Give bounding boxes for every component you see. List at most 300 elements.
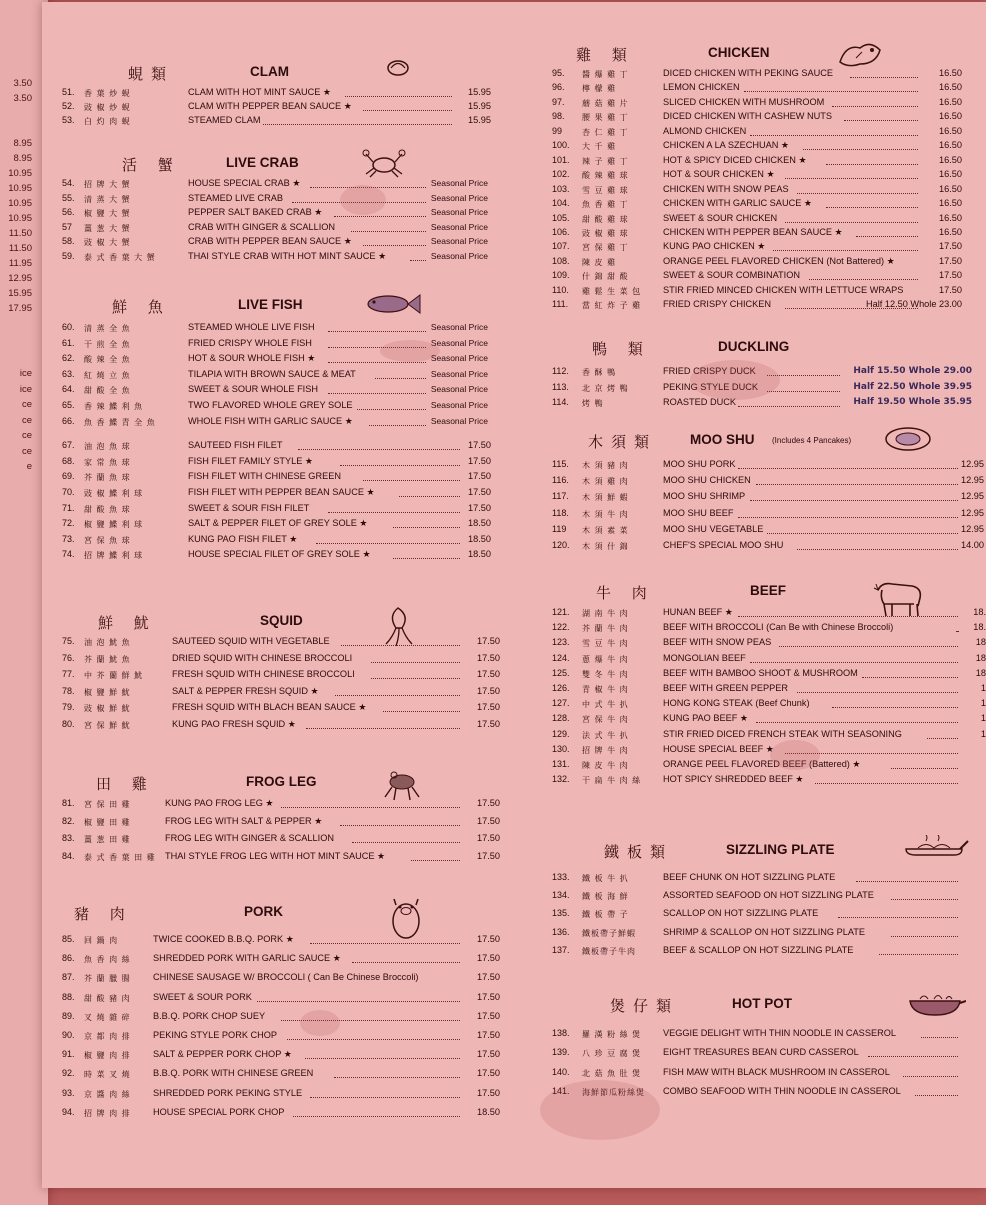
- leader-dots: [809, 279, 918, 280]
- item-number: 71.: [62, 502, 75, 513]
- item-price: 18.: [973, 622, 986, 633]
- item-name-chinese: 酸 辣 雞 球: [582, 171, 629, 181]
- item-number: 60.: [62, 322, 75, 332]
- item-price: 17.50: [477, 850, 500, 861]
- item-name-chinese: 木 須 雞 肉: [582, 477, 629, 487]
- menu-item[interactable]: [0, 653, 986, 669]
- item-price: 18.50: [468, 549, 491, 560]
- item-price: 17.50: [477, 1068, 500, 1079]
- item-name: HOT SPICY SHREDDED BEEF ★: [663, 774, 804, 785]
- left-page-price: 3.50: [13, 93, 32, 104]
- item-number: 51.: [62, 87, 75, 97]
- item-name-chinese: 薑 葱 田 雞: [84, 835, 131, 844]
- item-number: 133.: [552, 872, 570, 882]
- left-page-price: ce: [21, 430, 32, 441]
- item-number: 64.: [62, 384, 75, 395]
- section-title: DUCKLING: [718, 339, 790, 354]
- item-number: 100.: [552, 140, 570, 151]
- leader-dots: [815, 783, 959, 784]
- section-title-chinese: 雞 類: [576, 46, 635, 64]
- item-price: 15.95: [468, 101, 491, 111]
- item-name: FRESH SQUID WITH CHINESE BROCCOLI: [172, 669, 355, 680]
- left-page-price: 15.95: [8, 288, 32, 299]
- menu-item[interactable]: [0, 416, 986, 432]
- item-price: 17.50: [477, 685, 500, 696]
- left-page-price: 10.95: [8, 183, 32, 194]
- item-price: 18.50: [468, 518, 491, 529]
- item-number: 98.: [552, 111, 565, 122]
- menu-item[interactable]: [0, 698, 986, 714]
- leader-dots: [856, 881, 958, 882]
- item-name: PEKING STYLE PORK CHOP: [153, 1030, 278, 1040]
- item-number: 59.: [62, 250, 75, 261]
- item-name-chinese: 北 京 烤 鴨: [582, 383, 629, 393]
- paper-stain: [300, 1010, 340, 1036]
- item-price: 17.50: [477, 972, 500, 983]
- menu-item[interactable]: [0, 668, 986, 684]
- menu-item[interactable]: [0, 972, 986, 988]
- item-name-chinese: 白 灼 肉 蜆: [84, 117, 131, 126]
- item-name-chinese: 芥 蘭 臘 腸: [84, 974, 131, 984]
- item-number: 116.: [552, 475, 569, 486]
- item-price: 17.50: [477, 702, 500, 713]
- item-number: 141.: [552, 1085, 570, 1096]
- item-name: CHINESE SAUSAGE W/ BROCCOLI ( Can Be Chinese Broccoli): [153, 972, 419, 983]
- item-name: DICED CHICKEN WITH CASHEW NUTS: [663, 111, 832, 122]
- item-name-chinese: 甜 酸 雞 球: [582, 214, 629, 224]
- item-price: 18.50: [477, 1106, 500, 1117]
- left-page-price: 11.95: [8, 258, 32, 269]
- leader-dots: [826, 164, 918, 165]
- menu-item[interactable]: [0, 491, 986, 507]
- item-price: Seasonal Price: [430, 415, 488, 426]
- item-name: CHEF'S SPECIAL MOO SHU: [663, 540, 784, 550]
- item-name-chinese: 泰 式 香 葉 田 雞: [84, 852, 156, 862]
- menu-item[interactable]: [0, 637, 986, 653]
- item-name-chinese: 木 須 什 錦: [582, 542, 629, 551]
- menu-item[interactable]: [0, 744, 986, 760]
- item-name-chinese: 椒 鹽 鰈 利 球: [84, 520, 144, 530]
- menu-item[interactable]: [0, 729, 986, 745]
- item-name: SALT & PEPPER FRESH SQUID ★: [172, 685, 319, 696]
- item-number: 120.: [552, 540, 570, 550]
- item-name: TWO FLAVORED WHOLE GREY SOLE: [188, 400, 353, 410]
- item-name: ROASTED DUCK: [663, 397, 736, 407]
- item-number: 55.: [62, 192, 75, 203]
- item-price: Seasonal Price: [430, 192, 488, 203]
- section-title-chinese: 活 蟹: [122, 156, 181, 174]
- leader-dots: [868, 1056, 958, 1057]
- item-name: HOUSE SPECIAL CRAB ★: [188, 178, 301, 188]
- item-price: 17.50: [477, 652, 500, 663]
- item-name: STIR FRIED DICED FRENCH STEAK WITH SEASONING: [663, 728, 902, 739]
- leader-dots: [750, 500, 958, 501]
- leader-dots: [750, 135, 918, 136]
- item-number: 114.: [552, 397, 569, 407]
- item-price: Seasonal Price: [430, 221, 488, 232]
- item-name-chinese: 木 須 豬 肉: [582, 461, 629, 470]
- item-number: 106.: [552, 226, 570, 237]
- item-name: KUNG PAO BEEF ★: [663, 713, 749, 724]
- item-price: Half 12.50 Whole 23.00: [865, 299, 962, 310]
- item-number: 105.: [552, 212, 570, 223]
- item-name: SALT & PEPPER FILET OF GREY SOLE ★: [188, 518, 368, 529]
- plate-icon: [884, 425, 932, 457]
- item-number: 87.: [62, 972, 75, 983]
- section-subtitle: (Includes 4 Pancakes): [772, 436, 852, 445]
- item-price: 12.95: [961, 507, 984, 518]
- item-number: 128.: [552, 713, 570, 724]
- leader-dots: [921, 1037, 958, 1038]
- item-name-chinese: 北 菇 魚 肚 煲: [582, 1068, 642, 1078]
- menu-item[interactable]: [0, 798, 986, 814]
- item-name: FISH FILET WITH CHINESE GREEN: [188, 471, 341, 482]
- item-name-chinese: 宮 保 鮮 魷: [84, 721, 131, 730]
- item-number: 83.: [62, 833, 75, 843]
- item-name: FRIED CRISPY DUCK: [663, 366, 756, 376]
- item-name: COMBO SEAFOOD WITH THIN NOODLE IN CASSEROL: [663, 1085, 901, 1096]
- item-number: 80.: [62, 719, 75, 729]
- item-name-chinese: 木 須 素 菜: [582, 525, 629, 535]
- item-price: Seasonal Price: [430, 207, 488, 217]
- item-name: FRESH SQUID WITH BLACH BEAN SAUCE ★: [172, 702, 367, 713]
- item-price: Seasonal Price: [430, 368, 488, 379]
- menu-item[interactable]: [0, 540, 986, 556]
- item-name-chinese: 清 蒸 大 蟹: [84, 194, 131, 204]
- item-number: 123.: [552, 637, 570, 648]
- hot-pot-icon: [904, 989, 966, 1021]
- left-page-price: 10.95: [8, 213, 32, 224]
- item-price: Seasonal Price: [430, 250, 488, 261]
- item-name-chinese: 鐵板帶子牛肉: [582, 946, 636, 956]
- item-name: HONG KONG STEAK (Beef Chunk): [663, 698, 810, 709]
- item-price: 17.50: [477, 934, 500, 944]
- item-number: 102.: [552, 169, 570, 180]
- item-name-chinese: 泰 式 香 葉 大 蟹: [84, 252, 156, 262]
- item-price: 17.50: [468, 455, 491, 466]
- item-price: 14.00: [961, 540, 984, 550]
- handwritten-price: Half 15.50 Whole 29.00: [853, 366, 972, 376]
- paper-stain: [340, 185, 386, 215]
- leader-dots: [891, 768, 958, 769]
- item-number: 109.: [552, 270, 570, 281]
- item-number: 79.: [62, 702, 75, 713]
- item-number: 134.: [552, 890, 570, 901]
- item-name: THAI STYLE CRAB WITH HOT MINT SAUCE ★: [188, 250, 387, 261]
- menu-item[interactable]: [0, 508, 986, 524]
- item-name: FISH FILET FAMILY STYLE ★: [188, 455, 314, 466]
- item-name-chinese: 大 千 雞: [582, 142, 617, 152]
- item-name: CRAB WITH PEPPER BEAN SAUCE ★: [188, 236, 352, 246]
- handwritten-price: Half 19.50 Whole 35.95: [853, 397, 972, 407]
- leader-dots: [738, 616, 958, 617]
- item-number: 90.: [62, 1030, 75, 1040]
- item-name-chinese: 招 牌 大 蟹: [84, 180, 131, 189]
- item-name-chinese: 紅 燒 立 魚: [84, 370, 131, 380]
- item-name: TILAPIA WITH BROWN SAUCE & MEAT: [188, 368, 356, 379]
- item-name: ALMOND CHICKEN: [663, 125, 747, 136]
- item-name: SHRIMP & SCALLOP ON HOT SIZZLING PLATE: [663, 926, 866, 937]
- leader-dots: [785, 178, 918, 179]
- leader-dots: [369, 425, 426, 426]
- item-name-chinese: 宮 保 魚 球: [84, 535, 131, 545]
- item-name: CHICKEN WITH SNOW PEAS: [663, 183, 789, 194]
- menu-item[interactable]: [0, 524, 986, 540]
- leader-dots: [744, 91, 918, 92]
- section-title: SQUID: [260, 613, 303, 628]
- item-name: MOO SHU PORK: [663, 459, 736, 469]
- item-name: VEGGIE DELIGHT WITH THIN NOODLE IN CASSEROL: [663, 1028, 896, 1038]
- menu-item[interactable]: [0, 322, 986, 338]
- item-number: 110.: [552, 284, 569, 295]
- item-name: TWICE COOKED B.B.Q. PORK ★: [153, 934, 294, 944]
- menu-item[interactable]: [0, 759, 986, 775]
- menu-item[interactable]: [0, 366, 986, 382]
- item-price: 17.50: [477, 991, 500, 1002]
- leader-dots: [756, 484, 959, 485]
- menu-item[interactable]: [0, 459, 986, 475]
- item-number: 115.: [552, 459, 569, 469]
- item-name: FISH MAW WITH BLACK MUSHROOM IN CASSEROL: [663, 1066, 890, 1077]
- item-number: 140.: [552, 1066, 570, 1077]
- section-title-chinese: 木須類: [588, 433, 658, 451]
- section-title-chinese: 煲仔類: [610, 997, 680, 1015]
- leader-dots: [773, 250, 918, 251]
- section-header-hot-pot: [0, 995, 986, 1021]
- item-name: CLAM WITH PEPPER BEAN SAUCE ★: [188, 101, 352, 111]
- section-header-chicken: [0, 44, 986, 70]
- item-name-chinese: 什 錦 甜 酸: [582, 272, 629, 282]
- item-name-chinese: 芥 蘭 魷 魚: [84, 654, 131, 664]
- item-name-chinese: 宮 保 牛 肉: [582, 715, 629, 725]
- menu-item[interactable]: [0, 1107, 986, 1123]
- item-name: DICED CHICKEN WITH PEKING SAUCE: [663, 68, 833, 78]
- item-name: HOT & SPICY DICED CHICKEN ★: [663, 154, 807, 165]
- item-number: 107.: [552, 241, 570, 252]
- leader-dots: [879, 954, 958, 955]
- menu-item[interactable]: [0, 622, 986, 638]
- item-price: 17.50: [477, 669, 500, 680]
- menu-item[interactable]: [0, 475, 986, 491]
- item-name: BEEF WITH BROCCOLI (Can Be with Chinese Broccoli): [663, 622, 894, 633]
- item-name: SWEET & SOUR PORK: [153, 991, 252, 1002]
- handwritten-price: Half 22.50 Whole 39.95: [853, 381, 972, 392]
- item-name: SLICED CHICKEN WITH MUSHROOM: [663, 96, 825, 107]
- menu-item[interactable]: [0, 397, 986, 413]
- left-page-price: 17.95: [8, 303, 32, 314]
- menu-item[interactable]: [0, 872, 986, 888]
- item-price: 18.50: [468, 533, 491, 544]
- item-name: FRIED CRISPY CHICKEN: [663, 299, 772, 310]
- menu-item[interactable]: [0, 713, 986, 729]
- item-name-chinese: 椒 鹽 鮮 魷: [84, 687, 131, 697]
- leader-dots: [797, 692, 958, 693]
- leader-dots: [891, 936, 958, 937]
- section-title: LIVE FISH: [238, 297, 303, 312]
- item-number: 136.: [552, 926, 570, 937]
- item-price: 16.50: [939, 226, 962, 237]
- item-price: 16.50: [939, 111, 962, 122]
- item-name: KUNG PAO FROG LEG ★: [165, 798, 274, 808]
- leader-dots: [738, 517, 958, 518]
- menu-item[interactable]: [0, 890, 986, 906]
- item-number: 99: [552, 125, 563, 136]
- item-number: 127.: [552, 698, 570, 709]
- item-name-chinese: 木 須 鮮 蝦: [582, 493, 629, 503]
- item-name: MOO SHU SHRIMP: [663, 491, 746, 502]
- menu-item[interactable]: [0, 774, 986, 790]
- item-price: Seasonal Price: [430, 178, 488, 188]
- menu-item[interactable]: [0, 299, 986, 315]
- left-page-price: 10.95: [8, 198, 32, 209]
- item-name-chinese: 魚 香 雞 丁: [582, 200, 629, 210]
- menu-item[interactable]: [0, 944, 986, 964]
- item-name: HUNAN BEEF ★: [663, 607, 734, 617]
- item-number: 53.: [62, 115, 75, 125]
- item-name: STEAMED WHOLE LIVE FISH: [188, 322, 315, 332]
- item-name-chinese: 宮 保 田 雞: [84, 800, 131, 809]
- item-number: 92.: [62, 1068, 75, 1079]
- item-price: 17.50: [939, 284, 962, 295]
- item-number: 65.: [62, 400, 75, 410]
- section-title: CLAM: [250, 64, 289, 79]
- item-price: 1: [980, 728, 986, 739]
- section-title-chinese: 鮮 魚: [112, 298, 171, 316]
- leader-dots: [891, 899, 958, 900]
- item-name-chinese: 芥 蘭 牛 肉: [582, 624, 629, 634]
- item-name: SAUTEED SQUID WITH VEGETABLE: [172, 636, 330, 646]
- item-number: 111.: [552, 299, 569, 310]
- paper-stain: [540, 1080, 660, 1140]
- paper-stain: [690, 360, 780, 400]
- item-name-chinese: 香 酥 鴨: [582, 368, 617, 377]
- item-name: KUNG PAO FISH FILET ★: [188, 533, 298, 544]
- item-number: 131.: [552, 759, 570, 769]
- item-name-chinese: 干 煎 全 魚: [84, 339, 131, 349]
- menu-item[interactable]: [0, 683, 986, 699]
- leader-dots: [767, 391, 840, 392]
- menu-item[interactable]: [0, 607, 986, 623]
- item-number: 103.: [552, 183, 570, 194]
- item-price: 16.50: [939, 96, 962, 107]
- section-title-chinese: 鐵板類: [604, 843, 674, 861]
- item-price: 17.50: [468, 487, 491, 497]
- item-price: 12.95: [961, 475, 984, 486]
- left-page-price: 8.95: [13, 153, 32, 164]
- item-name-chinese: 雙 冬 牛 肉: [582, 669, 629, 679]
- menu-item[interactable]: [0, 1067, 986, 1083]
- item-name-chinese: 羅 漢 粉 絲 煲: [582, 1030, 642, 1039]
- item-price: 1: [980, 713, 986, 724]
- paper-stain: [770, 740, 820, 770]
- item-name-chinese: 魚 香 肉 絲: [84, 955, 131, 965]
- leader-dots: [797, 549, 958, 550]
- leader-dots: [838, 917, 958, 918]
- leader-dots: [340, 825, 460, 826]
- leader-dots: [862, 677, 958, 678]
- item-name: LEMON CHICKEN: [663, 82, 740, 93]
- item-number: 117.: [552, 491, 569, 502]
- leader-dots: [738, 406, 840, 407]
- item-price: 12.95: [961, 491, 984, 502]
- item-number: 89.: [62, 1010, 75, 1021]
- item-name: CHICKEN WITH GARLIC SAUCE ★: [663, 198, 813, 209]
- menu-item[interactable]: [0, 382, 986, 398]
- item-number: 96.: [552, 82, 565, 93]
- leader-dots: [328, 331, 426, 332]
- leader-dots: [915, 1095, 958, 1096]
- item-number: 97.: [552, 96, 565, 107]
- item-price: 17.50: [939, 270, 962, 281]
- item-name-chinese: 酸 辣 全 魚: [84, 355, 131, 365]
- section-title: SIZZLING PLATE: [726, 842, 835, 857]
- item-name: SAUTEED FISH FILET: [188, 440, 283, 451]
- item-name-chinese: 京 都 肉 排: [84, 1032, 131, 1041]
- section-title: CHICKEN: [708, 45, 770, 60]
- item-number: 62.: [62, 353, 75, 364]
- item-name-chinese: 甜 酸 魚 球: [84, 504, 131, 514]
- section-title: PORK: [244, 904, 284, 919]
- item-name-chinese: 鐵 板 牛 扒: [582, 874, 629, 883]
- leader-dots: [956, 631, 958, 632]
- item-number: 78.: [62, 685, 75, 696]
- item-name-chinese: 木 須 牛 肉: [582, 509, 629, 519]
- section-title: HOT POT: [732, 996, 792, 1011]
- item-price: Seasonal Price: [430, 400, 488, 410]
- section-title: LIVE CRAB: [226, 155, 299, 170]
- item-number: 85.: [62, 934, 75, 944]
- item-number: 84.: [62, 850, 75, 861]
- item-number: 81.: [62, 798, 75, 808]
- left-page-price: 12.95: [8, 273, 32, 284]
- item-name: SHREDDED PORK WITH GARLIC SAUCE ★: [153, 953, 341, 964]
- item-price: 15.95: [468, 115, 491, 125]
- item-name-chinese: 海鮮節瓜粉絲煲: [582, 1087, 645, 1097]
- menu-item[interactable]: [0, 816, 986, 832]
- item-name: SWEET & SOUR FISH FILET: [188, 502, 310, 513]
- item-number: 91.: [62, 1049, 75, 1060]
- item-number: 95.: [552, 68, 565, 78]
- item-number: 135.: [552, 908, 570, 919]
- section-title: FROG LEG: [246, 774, 317, 789]
- item-price: 17.50: [477, 1087, 500, 1098]
- item-price: Seasonal Price: [430, 236, 488, 246]
- item-price: 17.50: [468, 471, 491, 482]
- item-price: Seasonal Price: [430, 384, 488, 395]
- item-number: 56.: [62, 207, 75, 217]
- menu-item[interactable]: [0, 908, 986, 924]
- item-price: 18: [975, 652, 986, 663]
- item-price: 1: [980, 698, 986, 709]
- menu-item[interactable]: [0, 1047, 986, 1063]
- item-price: 16.50: [939, 183, 962, 194]
- item-number: 113.: [552, 381, 569, 392]
- item-number: 67.: [62, 440, 75, 451]
- item-name: FISH FILET WITH PEPPER BEAN SAUCE ★: [188, 487, 375, 497]
- item-name: SALT & PEPPER PORK CHOP ★: [153, 1049, 292, 1060]
- menu-item[interactable]: [0, 1086, 986, 1102]
- left-page-price: 11.50: [8, 228, 32, 239]
- menu-item[interactable]: [0, 927, 986, 943]
- item-name-chinese: 招 牌 鰈 利 球: [84, 551, 144, 561]
- menu-item[interactable]: [0, 1028, 986, 1044]
- item-name-chinese: 回 鍋 肉: [84, 936, 119, 945]
- item-name: FROG LEG WITH SALT & PEPPER ★: [165, 815, 323, 826]
- item-price: 17.50: [477, 953, 500, 964]
- item-name-chinese: 香 葉 炒 蜆: [84, 89, 131, 98]
- item-name-chinese: 法 式 牛 扒: [582, 730, 629, 740]
- item-name: SCALLOP ON HOT SIZZLING PLATE: [663, 908, 819, 919]
